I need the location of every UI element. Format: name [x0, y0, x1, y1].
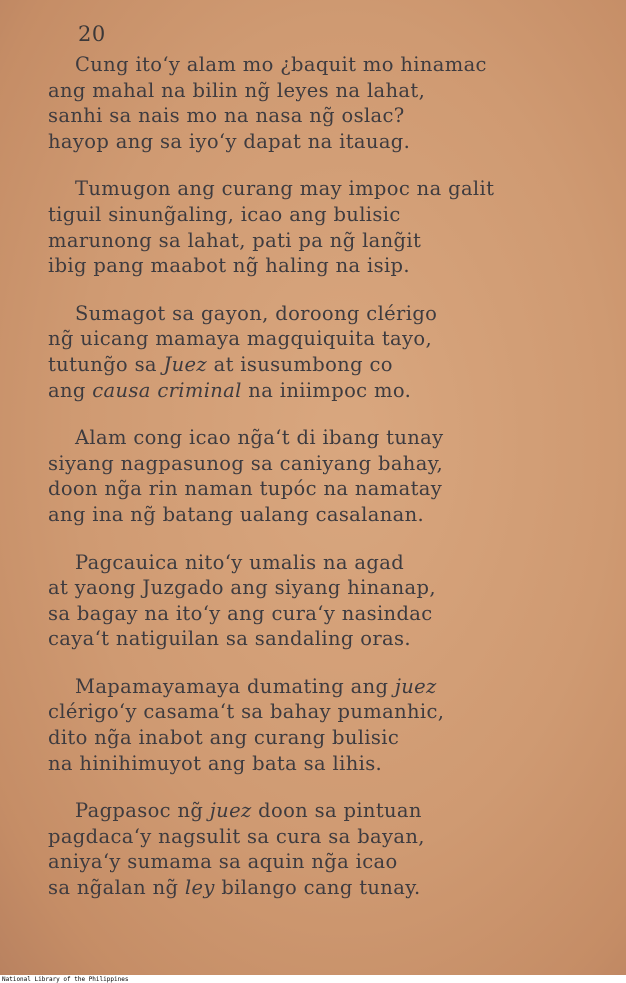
italic-term: Juez [163, 352, 208, 376]
verse-line [48, 352, 608, 378]
stanza [48, 550, 608, 652]
verse-line [48, 129, 608, 155]
italic-term: ley [184, 876, 215, 900]
verse-line [48, 253, 608, 279]
verse-segment: siyang nagpasunog sa caniyang bahay, [48, 451, 444, 475]
verse-line [48, 78, 608, 104]
verse-line [48, 202, 608, 228]
verse-segment: Pagpasoc ng̃ [75, 799, 210, 823]
verse-segment: doon ng̃a rin naman tupóc na namatay [48, 477, 443, 501]
italic-term: juez [394, 674, 437, 698]
verse-segment: Cung ito‘y alam mo ¿baquit mo hinamac [75, 53, 487, 76]
verse-segment: Alam cong icao ng̃a‘t di ibang tunay [75, 426, 444, 450]
verse-segment: sa ng̃alan ng̃ [48, 876, 185, 900]
verse-segment: marunong sa lahat, pati pa ng̃ lang̃it [48, 228, 422, 252]
verse-segment: Tumugon ang curang may impoc na galit [75, 177, 495, 201]
verse-line [48, 326, 608, 352]
stanza [48, 425, 608, 527]
italic-term: causa criminal [92, 378, 242, 402]
verse-segment: at isusumbong co [207, 352, 393, 376]
stanza [48, 52, 608, 154]
verse-line [48, 228, 608, 254]
verse-line [48, 451, 608, 477]
verse-line [48, 476, 608, 502]
verse-segment: ang mahal na bilin ng̃ leyes na lahat, [48, 78, 426, 102]
verse-segment: na hinihimuyot ang bata sa lihis. [48, 751, 383, 775]
verse-segment: pagdaca‘y nagsulit sa cura sa bayan, [48, 824, 425, 848]
verse-line [48, 103, 608, 129]
verse-segment: doon sa pintuan [251, 799, 422, 823]
verse-segment: clérigo‘y casama‘t sa bahay pumanhic, [48, 700, 445, 724]
verse-line [48, 378, 608, 404]
stanza [48, 674, 608, 776]
verse-line [48, 849, 608, 875]
italic-term: juez [209, 799, 252, 823]
verse-segment: ng̃ uicang mamaya magquiquita tayo, [48, 327, 433, 351]
verse-segment: aniya‘y sumama sa aquin ng̃a icao [48, 850, 398, 874]
verse-line [48, 575, 608, 601]
verse-line [48, 52, 608, 78]
verse-line [48, 502, 608, 528]
verse-line [48, 751, 608, 777]
verse-segment: dito ng̃a inabot ang curang bulisic [48, 726, 400, 750]
verse-segment: sa bagay na ito‘y ang cura‘y nasindac [48, 601, 433, 625]
verse-segment: ang [48, 378, 93, 402]
stanza [48, 798, 608, 900]
verse-line [48, 301, 608, 327]
verse-line [48, 798, 608, 824]
verse-segment: at yaong Juzgado ang siyang hinanap, [48, 576, 436, 600]
verse-line [48, 699, 608, 725]
verse-segment: tutung̃o sa [48, 352, 164, 376]
library-credit: National Library of the Philippines [2, 976, 129, 983]
verse-line [48, 550, 608, 576]
verse-line [48, 725, 608, 751]
verse-segment: sanhi sa nais mo na nasa ng̃ oslac? [48, 104, 405, 128]
verse-line [48, 824, 608, 850]
verse-segment: tiguil sinung̃aling, icao ang bulisic [48, 202, 401, 226]
verse-segment: na iniimpoc mo. [241, 378, 412, 402]
verse-line [48, 176, 608, 202]
verse-text [48, 52, 608, 923]
verse-segment: Pagcauica nito‘y umalis na agad [75, 550, 405, 574]
verse-line [48, 601, 608, 627]
stanza [48, 176, 608, 278]
verse-segment: Mapamayamaya dumating ang [75, 674, 395, 698]
stanza [48, 301, 608, 403]
verse-segment: bilango cang tunay. [214, 876, 421, 900]
verse-segment: Sumagot sa gayon, doroong clérigo [75, 301, 438, 325]
verse-line [48, 674, 608, 700]
verse-segment: hayop ang sa iyo‘y dapat na itauag. [48, 129, 411, 153]
verse-segment: ibig pang maabot ng̃ haling na isip. [48, 254, 410, 278]
verse-line [48, 425, 608, 451]
verse-segment: ang ina ng̃ batang ualang casalanan. [48, 502, 425, 526]
page-number: 20 [78, 22, 106, 46]
verse-line [48, 875, 608, 901]
verse-line [48, 626, 608, 652]
verse-segment: caya‘t natiguilan sa sandaling oras. [48, 627, 411, 651]
